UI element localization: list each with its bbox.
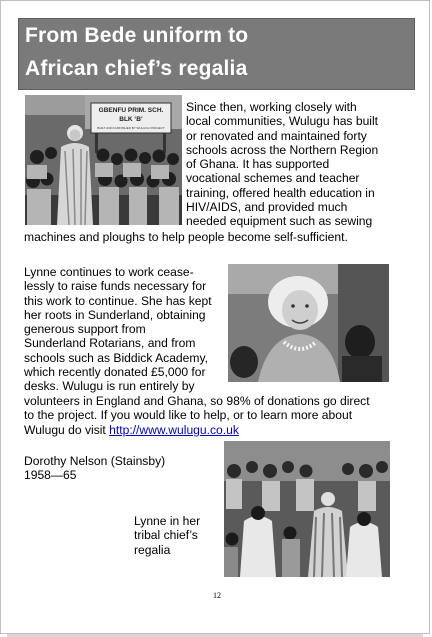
paragraph-2-wrapped (24, 265, 212, 394)
sign-text-2: BLK ‘B’ (119, 116, 143, 123)
title-line-2: African chief’s regalia (25, 57, 248, 80)
text-line: Lynne continues to work cease- (24, 265, 194, 279)
text-line: lessly to raise funds necessary for (24, 279, 207, 294)
text-line: to the project. If you would like to help, or to learn more about (24, 408, 353, 423)
text-line: vocational schemes and teacher (186, 171, 360, 186)
page-number: 12 (213, 591, 221, 600)
photo-caption (134, 514, 200, 557)
school-children-photo (25, 95, 182, 225)
text-line (24, 423, 370, 437)
sign-text-1: GBENFU PRIM. SCH. (98, 107, 164, 114)
text-line: HIV/AIDS, and provided much (186, 200, 348, 215)
text-line: this work to continue. She has kept (24, 293, 212, 308)
paragraph-1-wrapped (186, 100, 378, 229)
caption-line: Lynne in her (134, 514, 201, 528)
text-line: desks. Wulugu is run entirely by (24, 379, 195, 394)
text-line: needed equipment such as sewing (186, 214, 373, 229)
author-signature (24, 454, 165, 483)
author-years: 1958—65 (24, 468, 77, 483)
lynne-with-child-photo (228, 264, 389, 382)
wulugu-website-link[interactable]: http://www.wulugu.co.uk (109, 422, 239, 437)
tribal-regalia-photo (224, 441, 390, 577)
title-banner (18, 18, 415, 90)
text-line: training, offered health education in (186, 185, 375, 200)
author-name: Dorothy Nelson (Stainsby) (24, 454, 166, 468)
text-line: of Ghana. It has supported (186, 157, 330, 172)
text-line: or renovated and maintained forty (186, 128, 367, 143)
paragraph-1-full-line: machines and ploughs to help people become self-sufficient. (24, 230, 348, 244)
paragraph-2-full-lines (24, 394, 370, 437)
caption-line: regalia (134, 542, 171, 557)
text-line: generous support from (24, 322, 146, 337)
sign-text-3: BUILT AND FURNISHED BY WULUGU PROJECT (97, 126, 165, 130)
text-line: Since then, working closely with (186, 100, 357, 114)
text-line: volunteers in England and Ghana, so 98% of donations go direct (24, 394, 370, 408)
text-line: local communities, Wulugu has built (186, 114, 379, 129)
title-line-1: From Bede uniform to (25, 24, 249, 47)
text-line: her roots in Sunderland, obtaining (24, 307, 206, 322)
text-line: Sunderland Rotarians, and from (24, 336, 196, 351)
text-line-prefix: Wulugu do visit (24, 422, 110, 437)
text-line: schools across the Northern Region (186, 142, 379, 157)
caption-line: tribal chief’s (134, 528, 198, 543)
text-line: which recently donated £5,000 for (24, 365, 206, 380)
text-line: schools such as Biddick Academy, (24, 350, 208, 365)
